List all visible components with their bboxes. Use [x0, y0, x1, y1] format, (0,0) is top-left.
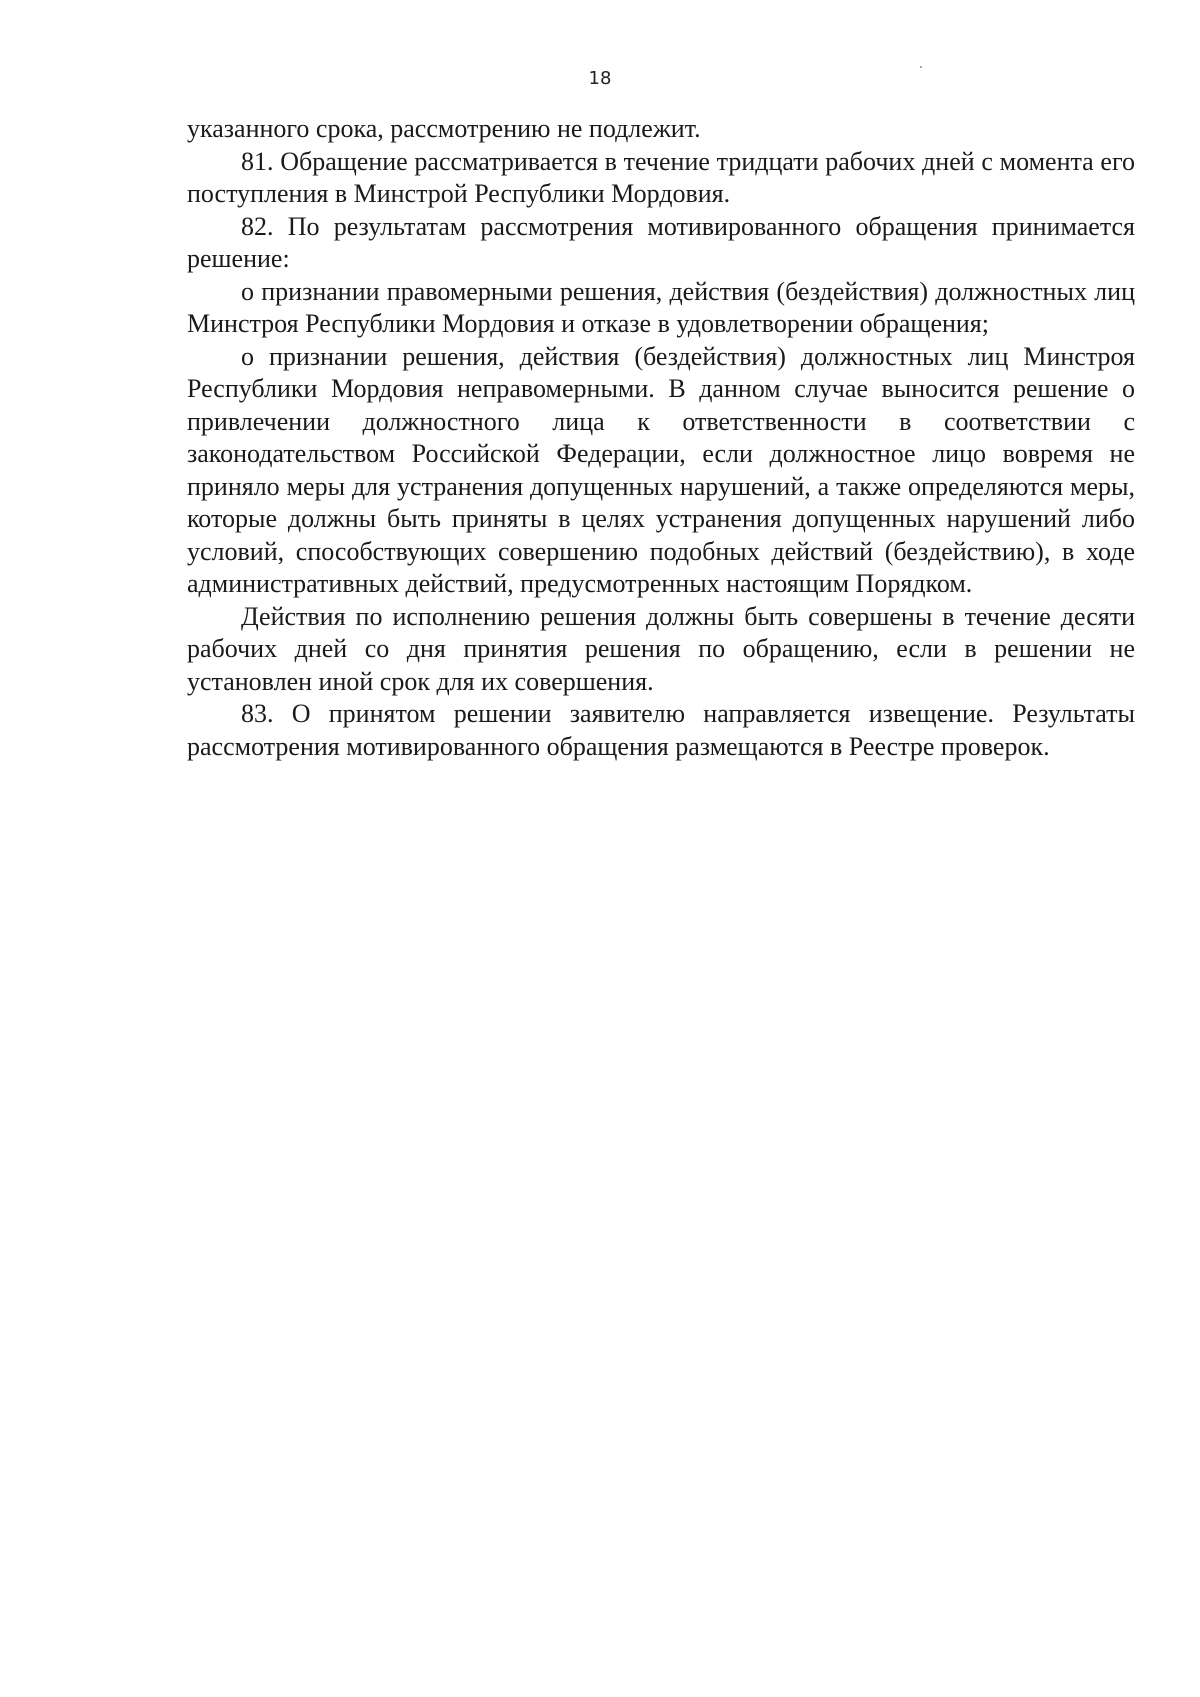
paragraph-83: 83. О принятом решении заявителю направляется извещение. Результаты рассмотрения мотивированного обращения размещаются в Реестре проверок. — [187, 699, 1135, 761]
page-number: 18 — [588, 68, 612, 89]
paragraph-decision-unlawful: о признании решения, действия (бездействия) должностных лиц Минстроя Республики Мордовия неправомерными. В данном случае выносится решение о привлечении должностного лица к ответственности в соответствии с законодательством Российской Федерации, если должностное лицо вовремя не приняло меры для устранения допущенных нарушений, а также определяются меры, которые должны быть приняты в целях устранения допущенных нарушений либо условий, способствующих совершению подобных действий (бездействию), в ходе административных действий, предусмотренных настоящим Порядком. — [187, 341, 1135, 598]
paragraph-82: 82. По результатам рассмотрения мотивированного обращения принимается решение: — [187, 211, 1135, 273]
scan-artifact — [920, 66, 922, 68]
document-body — [187, 113, 1135, 763]
paragraph-execution-terms: Действия по исполнению решения должны быть совершены в течение десяти рабочих дней со дня принятия решения по обращению, если в решении не установлен иной срок для их совершения. — [187, 601, 1135, 696]
paragraph-decision-lawful: о признании правомерными решения, действия (бездействия) должностных лиц Минстроя Республики Мордовия и отказе в удовлетворении обращения; — [187, 276, 1135, 338]
paragraph-81: 81. Обращение рассматривается в течение тридцати рабочих дней с момента его поступления в Минстрой Республики Мордовия. — [187, 146, 1135, 208]
paragraph-continuation: указанного срока, рассмотрению не подлежит. — [187, 114, 701, 143]
